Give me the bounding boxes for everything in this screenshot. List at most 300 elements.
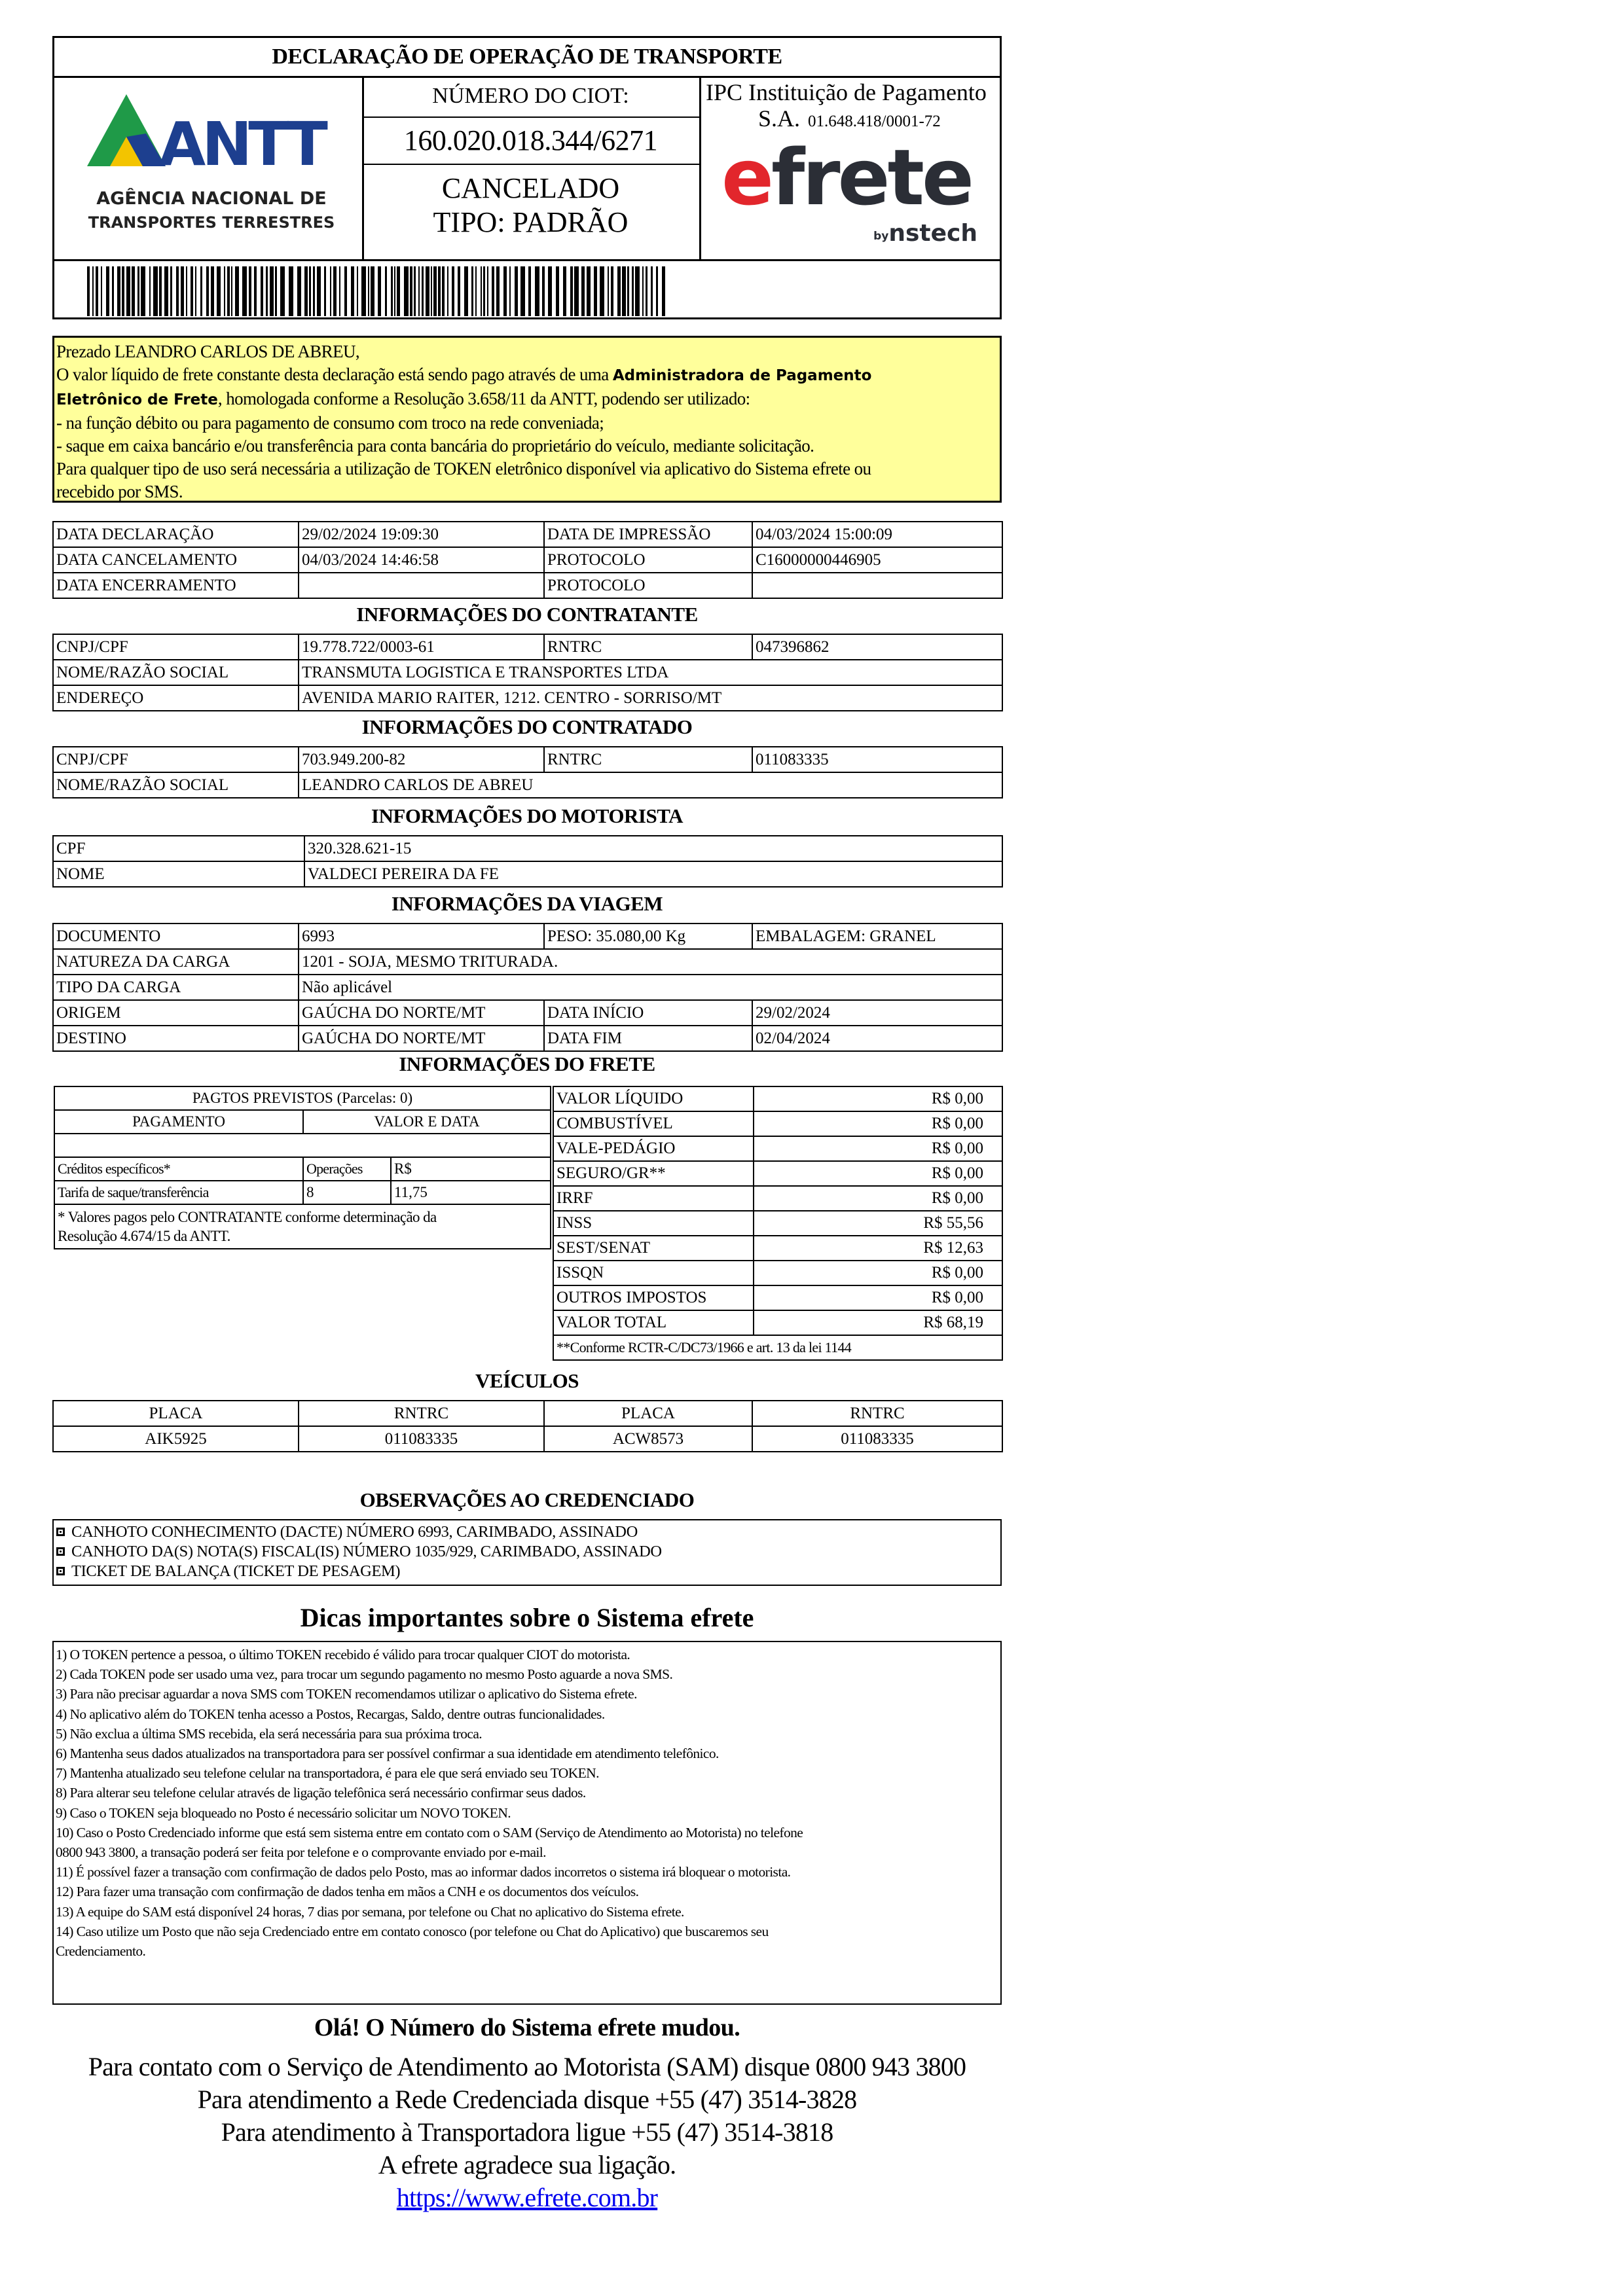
table-row bbox=[54, 1086, 551, 1110]
barcode-bar bbox=[122, 266, 124, 316]
barcode-bar bbox=[141, 266, 145, 316]
barcode-bar bbox=[297, 266, 301, 316]
data-encerramento bbox=[299, 573, 544, 598]
table-row bbox=[53, 836, 1002, 861]
tarifa-operacoes: 8 bbox=[303, 1181, 391, 1204]
valor-amount: R$ 0,00 bbox=[754, 1136, 1002, 1161]
table-row bbox=[553, 1236, 1002, 1261]
rntrc-header-2: RNTRC bbox=[752, 1401, 1002, 1426]
notice-box bbox=[52, 336, 1002, 503]
barcode-bar bbox=[611, 266, 613, 316]
barcode-bar bbox=[570, 266, 573, 316]
section-title-observacoes: OBSERVAÇÕES AO CREDENCIADO bbox=[359, 1488, 695, 1511]
checkbox-icon bbox=[56, 1547, 65, 1556]
barcode-bar bbox=[563, 266, 566, 316]
contato-line-4: A efrete agradece sua ligação. bbox=[378, 2150, 676, 2179]
list-item: 9) Caso o TOKEN seja bloqueado no Posto é necessário solicitar um NOVO TOKEN. bbox=[56, 1804, 511, 1821]
notice-line6: Para qualquer tipo de uso será necessária a utilização de TOKEN eletrônico disponível via aplicativo do Sistema efrete ou bbox=[56, 459, 871, 478]
valor-label: VALE-PEDÁGIO bbox=[553, 1136, 754, 1161]
list-item: 2) Cada TOKEN pode ser usado uma vez, para trocar um segundo pagamento no mesmo Posto aguarde a nova SMS. bbox=[56, 1666, 673, 1683]
veiculos-table bbox=[52, 1400, 1003, 1452]
barcode-bar bbox=[330, 266, 331, 316]
valor-amount: R$ 0,00 bbox=[754, 1086, 1002, 1111]
contratante-cnpj: 19.778.722/0003-61 bbox=[299, 634, 544, 660]
notice-line4: - na função débito ou para pagamento de consumo com troco na rede conveniada; bbox=[56, 413, 604, 433]
section-title-veiculos: VEÍCULOS bbox=[475, 1369, 579, 1392]
barcode-bar bbox=[242, 266, 247, 316]
placa-header: PLACA bbox=[53, 1401, 299, 1426]
viagem-data-inicio: 29/02/2024 bbox=[752, 1000, 1002, 1026]
label: DATA FIM bbox=[544, 1026, 752, 1051]
label: CPF bbox=[53, 836, 304, 861]
barcode-bar bbox=[361, 266, 366, 316]
valor-amount: R$ 55,56 bbox=[754, 1211, 1002, 1236]
data-declaracao: 29/02/2024 19:09:30 bbox=[299, 522, 544, 547]
barcode-bar bbox=[333, 266, 337, 316]
viagem-natureza: 1201 - SOJA, MESMO TRITURADA. bbox=[299, 949, 1002, 975]
barcode-bar bbox=[191, 266, 193, 316]
barcode-bar bbox=[542, 266, 545, 316]
contratante-nome: TRANSMUTA LOGISTICA E TRANSPORTES LTDA bbox=[299, 660, 1002, 685]
barcode-bar bbox=[471, 266, 473, 316]
pagamento-header: PAGAMENTO bbox=[54, 1110, 303, 1134]
antt-logo-cell bbox=[54, 76, 364, 259]
section-title-contratante: INFORMAÇÕES DO CONTRATANTE bbox=[356, 603, 698, 626]
dates-table bbox=[52, 521, 1003, 599]
placa-header-2: PLACA bbox=[544, 1401, 752, 1426]
barcode-bar bbox=[642, 266, 644, 316]
protocolo: C16000000446905 bbox=[752, 547, 1002, 573]
viagem-table bbox=[52, 923, 1003, 1052]
barcode-bar bbox=[496, 266, 500, 316]
ciot-label: NÚMERO DO CIOT: bbox=[362, 76, 699, 118]
barcode-bar bbox=[289, 266, 293, 316]
barcode-bar bbox=[117, 266, 120, 316]
valor-label: INSS bbox=[553, 1211, 754, 1236]
table-row bbox=[53, 861, 1002, 887]
barcode-bar bbox=[275, 266, 277, 316]
table-row bbox=[53, 975, 1002, 1000]
valor-label: SEGURO/GR** bbox=[553, 1161, 754, 1186]
contratante-table bbox=[52, 634, 1003, 711]
efrete-logo-icon bbox=[719, 136, 987, 254]
table-row bbox=[553, 1086, 1002, 1111]
list-item: 4) No aplicativo além do TOKEN tenha acesso a Postos, Recargas, Saldo, dentre outras funcionalidades. bbox=[56, 1706, 605, 1722]
barcode-bar bbox=[574, 266, 579, 316]
valor-label: OUTROS IMPOSTOS bbox=[553, 1285, 754, 1310]
ipc-line2 bbox=[758, 105, 941, 132]
barcode-bar bbox=[646, 266, 647, 316]
barcode-bar bbox=[418, 266, 420, 316]
list-item: CANHOTO DA(S) NOTA(S) FISCAL(IS) NÚMERO 1035/929, CARIMBADO, ASSINADO bbox=[56, 1542, 998, 1562]
motorista-cpf: 320.328.621-15 bbox=[304, 836, 1002, 861]
viagem-destino: GAÚCHA DO NORTE/MT bbox=[299, 1026, 544, 1051]
label: DATA CANCELAMENTO bbox=[53, 547, 299, 573]
list-item: TICKET DE BALANÇA (TICKET DE PESAGEM) bbox=[56, 1562, 998, 1581]
barcode-bar bbox=[433, 266, 437, 316]
notice-line3: Eletrônico de Frete, homologada conforme a Resolução 3.658/11 da ANTT, podendo ser utilizado: bbox=[56, 389, 750, 408]
table-row bbox=[53, 1000, 1002, 1026]
antt-wordmark: ANTT bbox=[159, 109, 324, 179]
barcode-bar bbox=[181, 266, 184, 316]
barcode-bar bbox=[426, 266, 429, 316]
barcode-bar bbox=[206, 266, 209, 316]
antt-name-line1: AGÊNCIA NACIONAL DE bbox=[96, 188, 327, 209]
barcode-bar bbox=[249, 266, 251, 316]
antt-name-line2: TRANSPORTES TERRESTRES bbox=[88, 213, 335, 232]
document-title: DECLARAÇÃO DE OPERAÇÃO DE TRANSPORTE bbox=[54, 38, 1000, 78]
barcode-bar bbox=[200, 266, 202, 316]
list-item: 10) Caso o Posto Credenciado informe que está sem sistema entre em contato com o SAM (Serviço de Atendimento ao Motorista) no telefone bbox=[56, 1824, 803, 1840]
label: CNPJ/CPF bbox=[53, 747, 299, 772]
barcode-bar bbox=[344, 266, 347, 316]
barcode-bar bbox=[137, 266, 139, 316]
barcode-bar bbox=[656, 266, 658, 316]
rs-label: R$ bbox=[391, 1157, 551, 1181]
barcode-bar bbox=[149, 266, 151, 316]
label: NOME bbox=[53, 861, 304, 887]
table-row bbox=[553, 1111, 1002, 1136]
label: TIPO DA CARGA bbox=[53, 975, 299, 1000]
barcode-bar bbox=[280, 266, 285, 316]
ipc-cell bbox=[699, 76, 1000, 259]
table-row bbox=[553, 1285, 1002, 1310]
list-item: 5) Não exclua a última SMS recebida, ela será necessária para sua próxima troca. bbox=[56, 1725, 483, 1742]
barcode-bar bbox=[622, 266, 626, 316]
valor-label: COMBUSTÍVEL bbox=[553, 1111, 754, 1136]
table-row bbox=[53, 685, 1002, 711]
table-row bbox=[54, 1181, 551, 1204]
barcode-bar bbox=[651, 266, 653, 316]
barcode-bar bbox=[224, 266, 225, 316]
barcode-bar bbox=[186, 266, 187, 316]
veiculo-rntrc-2: 011083335 bbox=[752, 1426, 1002, 1452]
barcode-bar bbox=[357, 266, 358, 316]
barcode-bar bbox=[371, 266, 374, 316]
table-row bbox=[54, 1204, 551, 1249]
table-row bbox=[553, 1211, 1002, 1236]
barcode-bar bbox=[227, 266, 230, 316]
label: DOCUMENTO bbox=[53, 924, 299, 949]
barcode-bar bbox=[509, 266, 511, 316]
barcode-bar bbox=[397, 266, 400, 316]
barcode-bar bbox=[378, 266, 381, 316]
valor-label: VALOR TOTAL bbox=[553, 1310, 754, 1335]
barcode-bar bbox=[431, 266, 432, 316]
table-row bbox=[53, 573, 1002, 598]
table-row bbox=[53, 747, 1002, 772]
contato-line-3: Para atendimento à Transportadora ligue +55 (47) 3514-3818 bbox=[221, 2117, 833, 2147]
operacoes-label: Operações bbox=[303, 1157, 391, 1181]
ipc-cnpj: 01.648.418/0001-72 bbox=[808, 113, 941, 130]
valor-amount: R$ 12,63 bbox=[754, 1236, 1002, 1261]
barcode-bar bbox=[92, 266, 94, 316]
valor-amount: R$ 0,00 bbox=[754, 1111, 1002, 1136]
valor-label: ISSQN bbox=[553, 1261, 754, 1285]
motorista-table bbox=[52, 835, 1003, 888]
ipc-name: IPC Instituição de Pagamento bbox=[706, 79, 987, 105]
barcode-bar bbox=[351, 266, 354, 316]
notice-bold-1: Administradora de Pagamento bbox=[612, 367, 872, 384]
label: NATUREZA DA CARGA bbox=[53, 949, 299, 975]
data-cancelamento: 04/03/2024 14:46:58 bbox=[299, 547, 544, 573]
valor-amount: R$ 0,00 bbox=[754, 1261, 1002, 1285]
list-item: 0800 943 3800, a transação poderá ser feita por telefone e o comprovante enviado por e-mail. bbox=[56, 1844, 546, 1861]
section-title-motorista: INFORMAÇÕES DO MOTORISTA bbox=[371, 804, 683, 827]
label: DATA DE IMPRESSÃO bbox=[544, 522, 752, 547]
barcode-bar bbox=[153, 266, 158, 316]
label: DESTINO bbox=[53, 1026, 299, 1051]
barcode-bar bbox=[458, 266, 460, 316]
label: PROTOCOLO bbox=[544, 573, 752, 598]
barcode-bar bbox=[266, 266, 268, 316]
valor-label: VALOR LÍQUIDO bbox=[553, 1086, 754, 1111]
section-title-frete: INFORMAÇÕES DO FRETE bbox=[399, 1052, 655, 1075]
efrete-wordmark: efrete bbox=[721, 136, 972, 223]
barcode-bar bbox=[548, 266, 552, 316]
viagem-embalagem: EMBALAGEM: GRANEL bbox=[752, 924, 1002, 949]
label: DATA INÍCIO bbox=[544, 1000, 752, 1026]
valores-table bbox=[553, 1086, 1003, 1361]
valor-amount: R$ 0,00 bbox=[754, 1186, 1002, 1211]
barcode-bar bbox=[487, 266, 488, 316]
valor-amount: R$ 68,19 bbox=[754, 1310, 1002, 1335]
pagtos-table bbox=[54, 1086, 551, 1249]
barcode-bar bbox=[164, 266, 168, 316]
barcode-bar bbox=[317, 266, 321, 316]
viagem-peso: PESO: 35.080,00 Kg bbox=[544, 924, 752, 949]
empty-row bbox=[54, 1134, 551, 1157]
dicas-title: Dicas importantes sobre o Sistema efrete bbox=[300, 1603, 754, 1632]
barcode-bar bbox=[447, 266, 448, 316]
section-title-viagem: INFORMAÇÕES DA VIAGEM bbox=[391, 892, 663, 915]
contato-line-2: Para atendimento a Rede Credenciada disque +55 (47) 3514-3828 bbox=[197, 2085, 857, 2114]
contratante-endereco: AVENIDA MARIO RAITER, 1212. CENTRO - SORRISO/MT bbox=[299, 685, 1002, 711]
label: DATA ENCERRAMENTO bbox=[53, 573, 299, 598]
barcode-bar bbox=[217, 266, 221, 316]
antt-logo-icon bbox=[81, 88, 342, 251]
label: CNPJ/CPF bbox=[53, 634, 299, 660]
label: RNTRC bbox=[544, 747, 752, 772]
list-item: Credenciamento. bbox=[56, 1943, 146, 1960]
dicas-box bbox=[52, 1641, 1002, 2005]
list-item: 14) Caso utilize um Posto que não seja Credenciado entre em contato conosco (por telefone ou Chat do Aplicativo) que buscaremos seu bbox=[56, 1923, 769, 1939]
barcode-bar bbox=[581, 266, 585, 316]
barcode-bar bbox=[261, 266, 263, 316]
barcode-bar bbox=[608, 266, 609, 316]
barcode-bar bbox=[410, 266, 412, 316]
label: NOME/RAZÃO SOCIAL bbox=[53, 660, 299, 685]
barcode-bar bbox=[339, 266, 340, 316]
barcode-bar bbox=[112, 266, 114, 316]
table-row bbox=[53, 634, 1002, 660]
barcode-bar bbox=[600, 266, 604, 316]
barcode-bar bbox=[635, 266, 640, 316]
barcode-bar bbox=[126, 266, 130, 316]
barcode-bar bbox=[270, 266, 274, 316]
barcode-bar bbox=[464, 266, 468, 316]
viagem-documento: 6993 bbox=[299, 924, 544, 949]
table-row bbox=[53, 547, 1002, 573]
barcode-bar bbox=[452, 266, 454, 316]
table-row bbox=[54, 1110, 551, 1134]
valor-amount: R$ 0,00 bbox=[754, 1285, 1002, 1310]
barcode-bar bbox=[159, 266, 162, 316]
label: ORIGEM bbox=[53, 1000, 299, 1026]
pagtos-previstos: PAGTOS PREVISTOS (Parcelas: 0) bbox=[54, 1086, 551, 1110]
barcode-bar bbox=[594, 266, 597, 316]
viagem-data-fim: 02/04/2024 bbox=[752, 1026, 1002, 1051]
barcode-bar bbox=[483, 266, 485, 316]
document bbox=[52, 36, 1002, 2212]
veiculo-placa-2: ACW8573 bbox=[544, 1426, 752, 1452]
checkbox-icon bbox=[56, 1567, 65, 1575]
rntrc-header: RNTRC bbox=[299, 1401, 544, 1426]
barcode-bar bbox=[195, 266, 196, 316]
contratado-cnpj: 703.949.200-82 bbox=[299, 747, 544, 772]
conforme-nota: **Conforme RCTR-C/DC73/1966 e art. 13 da lei 1144 bbox=[553, 1335, 1002, 1360]
checkbox-icon bbox=[56, 1528, 65, 1536]
barcode-bar bbox=[211, 266, 214, 316]
motorista-nome: VALDECI PEREIRA DA FE bbox=[304, 861, 1002, 887]
barcode-bar bbox=[106, 266, 109, 316]
table-row bbox=[53, 522, 1002, 547]
contato-line-1: Para contato com o Serviço de Atendimento ao Motorista (SAM) disque 0800 943 3800 bbox=[88, 2052, 966, 2081]
table-row bbox=[553, 1186, 1002, 1211]
observacoes-box bbox=[52, 1519, 1002, 1586]
barcode-bar bbox=[662, 266, 665, 316]
contratado-nome: LEANDRO CARLOS DE ABREU bbox=[299, 772, 1002, 798]
table-row bbox=[53, 1401, 1002, 1426]
notice-line7: recebido por SMS. bbox=[56, 482, 183, 501]
valor-label: SEST/SENAT bbox=[553, 1236, 754, 1261]
label: ENDEREÇO bbox=[53, 685, 299, 711]
barcode-bar bbox=[304, 266, 308, 316]
table-row bbox=[53, 924, 1002, 949]
barcode-bar bbox=[368, 266, 369, 316]
barcode-bar bbox=[492, 266, 494, 316]
viagem-tipo: Não aplicável bbox=[299, 975, 1002, 1000]
barcode-bar bbox=[96, 266, 98, 316]
barcode-bar bbox=[442, 266, 445, 316]
list-item: 7) Mantenha atualizado seu telefone celular na transportadora, é para ele que será enviado seu TOKEN. bbox=[56, 1765, 599, 1782]
veiculo-rntrc-1: 011083335 bbox=[299, 1426, 544, 1452]
barcode-bar bbox=[503, 266, 507, 316]
ciot-type: TIPO: PADRÃO bbox=[433, 206, 629, 238]
table-row bbox=[54, 1134, 551, 1157]
table-row bbox=[553, 1136, 1002, 1161]
barcode-bar bbox=[404, 266, 409, 316]
list-item: CANHOTO CONHECIMENTO (DACTE) NÚMERO 6993, CARIMBADO, ASSINADO bbox=[56, 1522, 998, 1542]
barcode-bar bbox=[535, 266, 539, 316]
ciot-number: 160.020.018.344/6271 bbox=[362, 118, 699, 165]
barcode-cell bbox=[54, 259, 1000, 321]
barcode-bar bbox=[324, 266, 326, 316]
barcode-bar bbox=[394, 266, 395, 316]
label: RNTRC bbox=[544, 634, 752, 660]
barcode-bar bbox=[627, 266, 629, 316]
data-impressao: 04/03/2024 15:00:09 bbox=[752, 522, 1002, 547]
contratante-rntrc: 047396862 bbox=[752, 634, 1002, 660]
label: PROTOCOLO bbox=[544, 547, 752, 573]
contratado-rntrc: 011083335 bbox=[752, 747, 1002, 772]
barcode-bar bbox=[528, 266, 531, 316]
barcode-bar bbox=[385, 266, 387, 316]
notice-line5: - saque em caixa bancário e/ou transferência para conta bancária do proprietário do veículo, mediante solicitação. bbox=[56, 436, 814, 456]
label: DATA DECLARAÇÃO bbox=[53, 522, 299, 547]
barcode-bar bbox=[391, 266, 393, 316]
notice-greeting: Prezado LEANDRO CARLOS DE ABREU, bbox=[56, 342, 360, 361]
barcode-bar bbox=[313, 266, 315, 316]
efrete-website-link[interactable]: https://www.efrete.com.br bbox=[396, 2183, 658, 2212]
valor-data-header: VALOR E DATA bbox=[303, 1110, 551, 1134]
list-item: 11) É possível fazer a transação com confirmação de dados pelo Posto, mas ao informar dados incorretos o sistema irá bloquear o motorista. bbox=[56, 1864, 791, 1880]
ciot-status: CANCELADO bbox=[441, 172, 620, 204]
barcode-bar bbox=[170, 266, 172, 316]
notice-bold-2: Eletrônico de Frete bbox=[56, 391, 218, 408]
barcode-bar bbox=[422, 266, 424, 316]
list-item: 3) Para não precisar aguardar a nova SMS com TOKEN recomendamos utilizar o aplicativo do Sistema efrete. bbox=[56, 1686, 637, 1702]
list-item: 1) O TOKEN pertence a pessoa, o último TOKEN recebido é válido para trocar qualquer CIOT do motorista. bbox=[56, 1647, 630, 1662]
ipc-sa: S.A. bbox=[758, 105, 801, 132]
protocolo-2 bbox=[752, 573, 1002, 598]
list-item: 12) Para fazer uma transação com confirmação de dados tenha em mãos a CNH e os documentos dos veículos. bbox=[56, 1884, 639, 1900]
table-row bbox=[53, 660, 1002, 685]
list-item: 6) Mantenha seus dados atualizados na transportadora para ser possível confirmar a sua identidade em atendimento telefônico. bbox=[56, 1746, 719, 1762]
list-item: 13) A equipe do SAM está disponível 24 horas, 7 dias por semana, por telefone ou Chat no aplicativo do Sistema efrete. bbox=[56, 1903, 684, 1920]
barcode-bar bbox=[438, 266, 441, 316]
barcode-bar bbox=[87, 266, 90, 316]
nota-resolucao: * Valores pagos pelo CONTRATANTE conforme determinação da Resolução 4.674/15 da ANTT. bbox=[54, 1204, 551, 1249]
barcode-bar bbox=[176, 266, 179, 316]
section-title-contratado: INFORMAÇÕES DO CONTRATADO bbox=[361, 715, 693, 738]
contratado-table bbox=[52, 746, 1003, 798]
barcode-icon bbox=[87, 266, 676, 316]
barcode-bar bbox=[587, 266, 591, 316]
barcode-bar bbox=[632, 266, 634, 316]
viagem-origem: GAÚCHA DO NORTE/MT bbox=[299, 1000, 544, 1026]
veiculo-placa-1: AIK5925 bbox=[53, 1426, 299, 1452]
tarifa-label: Tarifa de saque/transferência bbox=[54, 1181, 303, 1204]
barcode-bar bbox=[617, 266, 621, 316]
tarifa-valor: 11,75 bbox=[391, 1181, 551, 1204]
creditos-label: Créditos específicos* bbox=[54, 1157, 303, 1181]
list-item: 8) Para alterar seu telefone celular através de ligação telefônica será necessário confirmar seus dados. bbox=[56, 1785, 586, 1801]
ciot-cell bbox=[362, 76, 701, 259]
table-row bbox=[553, 1335, 1002, 1360]
nstech-wordmark: bynstech bbox=[873, 220, 977, 247]
valor-amount: R$ 0,00 bbox=[754, 1161, 1002, 1186]
table-row bbox=[53, 1426, 1002, 1452]
table-row bbox=[54, 1157, 551, 1181]
label: NOME/RAZÃO SOCIAL bbox=[53, 772, 299, 798]
barcode-bar bbox=[231, 266, 232, 316]
barcode-bar bbox=[475, 266, 477, 316]
barcode-bar bbox=[414, 266, 416, 316]
barcode-bar bbox=[309, 266, 311, 316]
barcode-bar bbox=[515, 266, 518, 316]
barcode-bar bbox=[254, 266, 257, 316]
barcode-bar bbox=[520, 266, 525, 316]
barcode-bar bbox=[556, 266, 559, 316]
valor-label: IRRF bbox=[553, 1186, 754, 1211]
table-row bbox=[553, 1261, 1002, 1285]
table-row bbox=[553, 1161, 1002, 1186]
table-row bbox=[53, 949, 1002, 975]
barcode-bar bbox=[132, 266, 135, 316]
table-row bbox=[53, 772, 1002, 798]
barcode-bar bbox=[235, 266, 239, 316]
